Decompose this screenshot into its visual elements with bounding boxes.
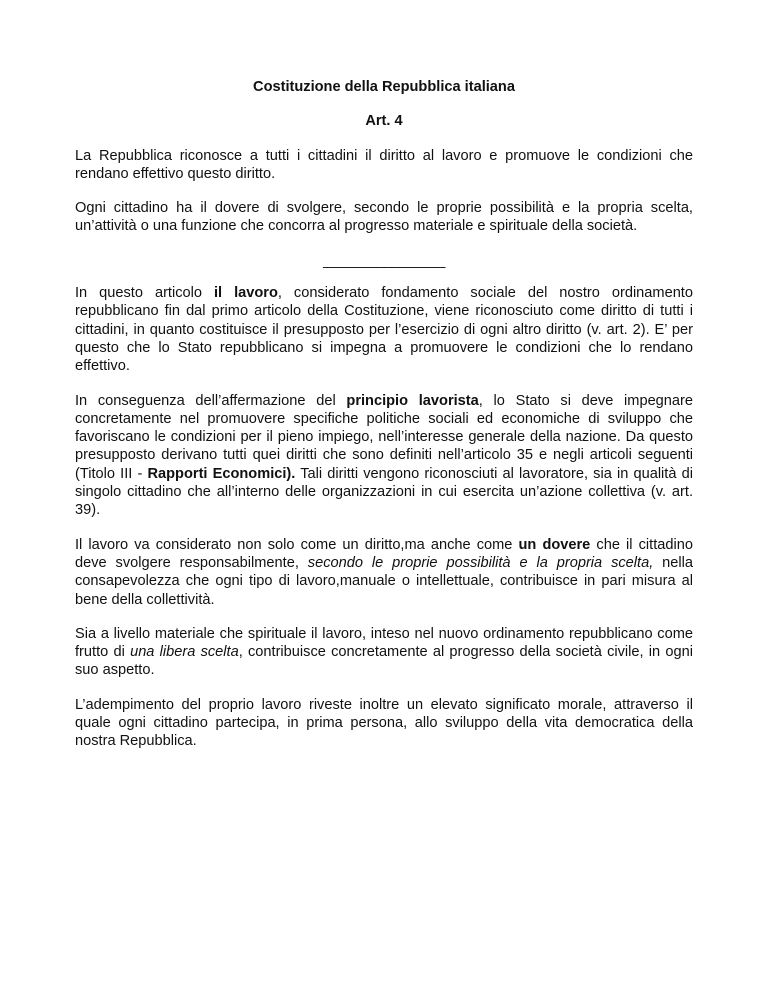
commentary-paragraph-4 xyxy=(75,625,693,680)
commentary-text: Sia a livello materiale che spirituale il lavoro, inteso nel nuovo ordinamento repubblicano come frutto di xyxy=(75,625,693,661)
document-title: Costituzione della Repubblica italiana xyxy=(253,79,515,95)
separator-text: ________________ xyxy=(323,252,445,269)
article-paragraph-1: La Repubblica riconosce a tutti i cittadini il diritto al lavoro e promuove le condizioni che rendano effettivo questo diritto. xyxy=(75,147,693,182)
emphasis-bold: Rapporti Economici). xyxy=(147,465,296,482)
article-title: Art. 4 xyxy=(365,113,403,130)
article-paragraph-2: Ogni cittadino ha il dovere di svolgere, secondo le proprie possibilità e la propria scelta, un’attività o una funzione che concorra al progresso materiale e spirituale della società. xyxy=(75,200,693,235)
emphasis-italic: secondo le proprie possibilità e la propria scelta, xyxy=(307,554,654,571)
emphasis-italic: una libera scelta xyxy=(130,644,239,661)
commentary-text: Il lavoro va considerato non solo come un diritto,ma anche come xyxy=(75,536,519,553)
commentary-paragraph-1 xyxy=(75,284,693,375)
commentary-text: nella consapevolezza che ogni tipo di lavoro,manuale o intellettuale, contribuisce in pari misura al bene della collettività. xyxy=(75,554,693,608)
commentary-text: , considerato fondamento sociale del nostro ordinamento repubblicano fin dal primo articolo della Costituzione, viene riconosciuto come diritto di tutti i cittadini, in quanto costituisce il presupposto per l’esercizio di ogni altro diritto (v. art. 2). E’ per questo che lo Stato repubblicano si impegna a promuovere le condizioni che lo rendano effettivo. xyxy=(75,285,693,375)
commentary-text: In questo articolo xyxy=(75,285,214,302)
document-page xyxy=(75,78,693,767)
commentary-paragraph-5: L’adempimento del proprio lavoro riveste inoltre un elevato significato morale, attraverso il quale ogni cittadino partecipa, in prima persona, allo sviluppo della vita democratica della nostra Repubblica. xyxy=(75,696,693,750)
commentary-paragraph-2 xyxy=(75,392,693,520)
emphasis-bold: un dovere xyxy=(518,536,591,553)
commentary-paragraph-3 xyxy=(75,536,693,609)
emphasis-bold: il lavoro xyxy=(214,285,278,302)
commentary-text: Tali diritti vengono riconosciuti al lavoratore, sia in qualità di singolo cittadino che all’interno delle organizzazioni in cui esercita un’azione collettiva (v. art. 39). xyxy=(75,465,693,519)
commentary-text: In conseguenza dell’affermazione del xyxy=(75,392,347,409)
commentary-text: , lo Stato si deve impegnare concretamente nel promuovere specifiche politiche sociali ed economiche di sviluppo che favoriscano le condizioni per il pieno impiego, nell’interesse generale della nazione. Da questo presupposto derivano tutti quei diritti che sono definiti nell’articolo 35 e negli articoli seguenti (Titolo III - xyxy=(75,392,694,482)
separator-line xyxy=(75,252,693,270)
commentary-text: , contribuisce concretamente al progresso della società civile, in ogni suo aspetto. xyxy=(75,644,693,679)
emphasis-bold: principio lavorista xyxy=(346,392,479,409)
commentary-text: che il cittadino deve svolgere responsabilmente, xyxy=(75,536,693,571)
